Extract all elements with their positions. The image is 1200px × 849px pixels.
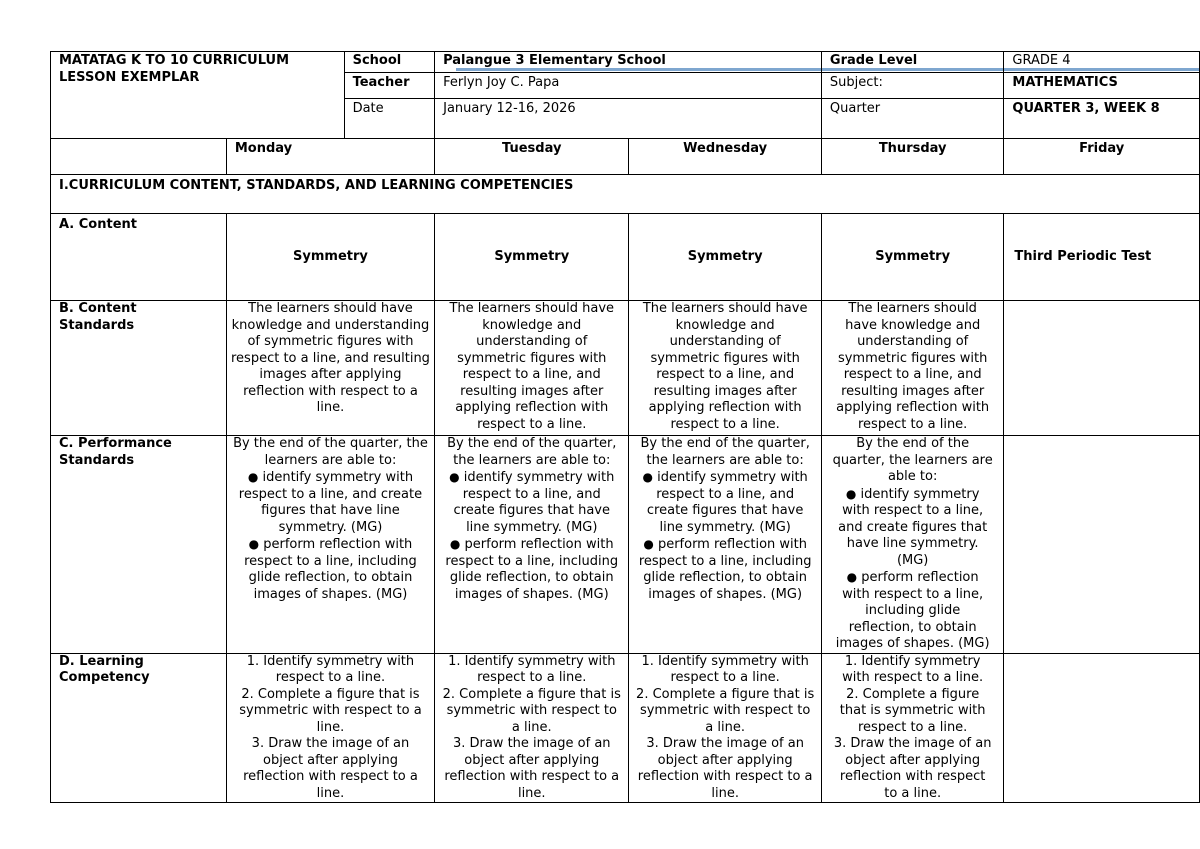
- content-monday: Symmetry: [226, 214, 434, 301]
- competency-item-3: 3. Draw the image of an object after applying reflection with respect to a line.: [243, 736, 418, 801]
- black-circle-bullet-icon: ●: [449, 470, 460, 484]
- quarter-label: Quarter: [821, 99, 1004, 139]
- competency-item-3: 3. Draw the image of an object after applying reflection with respect to a line.: [637, 736, 813, 801]
- subject-label: Subject:: [821, 73, 1004, 99]
- content-standards-friday: [1004, 301, 1200, 436]
- content-standards-monday: The learners should have knowledge and understanding of symmetric figures with respect to a line, and resulting images after applying reflection with respect to a line.: [226, 301, 434, 436]
- performance-standards-label-line-2: Standards: [59, 452, 135, 468]
- content-standards-thursday: The learners should have knowledge and understanding of symmetric figures with respect to a line, and resulting images after applying reflection with respect to a line.: [821, 301, 1004, 436]
- learning-competency-label-line-2: Competency: [59, 670, 150, 685]
- doc-title-line-2: LESSON EXEMPLAR: [59, 69, 200, 85]
- performance-standards-label: [51, 436, 227, 654]
- content-standards-label-line-1: B. Content: [59, 301, 137, 316]
- learning-competency-thursday: [821, 653, 1004, 803]
- competency-item-3: 3. Draw the image of an object after applying reflection with respect to a line.: [444, 736, 620, 801]
- learning-competency-tuesday: [435, 653, 629, 803]
- content-wednesday: Symmetry: [629, 214, 822, 301]
- learning-competency-label-line-1: D. Learning: [59, 653, 144, 669]
- competency-item-1: 1. Identify symmetry with respect to a line.: [641, 653, 809, 685]
- doc-title-line-1: MATATAG K TO 10 CURRICULUM: [59, 53, 290, 68]
- competency-item-2: 2. Complete a figure that is symmetric with respect to a line.: [636, 686, 815, 735]
- competency-item-1: 1. Identify symmetry with respect to a line.: [246, 653, 415, 685]
- performance-bullet-2-text: perform reflection with respect to a line, including glide reflection, to obtain images of shapes. (MG): [445, 537, 619, 602]
- content-thursday: Symmetry: [821, 214, 1004, 301]
- performance-standards-label-line-1: C. Performance: [59, 436, 172, 451]
- day-header-blank: [51, 139, 227, 175]
- date-label: Date: [344, 99, 435, 139]
- section-1-title: I.CURRICULUM CONTENT, STANDARDS, AND LEARNING COMPETENCIES: [51, 175, 1200, 214]
- black-circle-bullet-icon: ●: [845, 486, 857, 501]
- date-value: January 12-16, 2026: [435, 99, 822, 139]
- teacher-value: Ferlyn Joy C. Papa: [435, 73, 822, 99]
- competency-item-3: 3. Draw the image of an object after applying reflection with respect to a line.: [833, 736, 992, 801]
- performance-bullet-2-text: perform reflection with respect to a line, including glide reflection, to obtain images of shapes. (MG): [244, 537, 417, 602]
- performance-standards-wednesday: [629, 436, 822, 654]
- black-circle-bullet-icon: ●: [643, 537, 654, 551]
- black-circle-bullet-icon: ●: [248, 537, 260, 551]
- performance-bullet-1-text: identify symmetry with respect to a line, and create figures that have line symmetry. (MG): [453, 470, 615, 535]
- performance-standards-monday: [226, 436, 434, 654]
- performance-bullet-1: [441, 469, 622, 536]
- school-value: Palangue 3 Elementary School: [435, 52, 822, 73]
- black-circle-bullet-icon: ●: [846, 570, 858, 584]
- school-label: School: [344, 52, 435, 73]
- performance-bullet-1: [635, 469, 815, 536]
- learning-competency-monday: [226, 653, 434, 803]
- day-header-thursday: Thursday: [821, 139, 1004, 175]
- content-standards-label: [51, 301, 227, 436]
- performance-intro: By the end of the quarter, the learners are able to:: [832, 436, 993, 484]
- grade-level-label: Grade Level: [821, 52, 1004, 73]
- content-standards-wednesday: The learners should have knowledge and understanding of symmetric figures with respect to a line, and resulting images after applying reflection with respect to a line.: [629, 301, 822, 436]
- performance-intro: By the end of the quarter, the learners are able to:: [447, 436, 617, 468]
- day-header-friday: Friday: [1004, 139, 1200, 175]
- competency-item-1: 1. Identify symmetry with respect to a line.: [842, 653, 984, 685]
- performance-bullet-2: [635, 536, 815, 603]
- content-standards-tuesday: The learners should have knowledge and understanding of symmetric figures with respect to a line, and resulting images after applying reflection with respect to a line.: [435, 301, 629, 436]
- performance-intro: By the end of the quarter, the learners are able to:: [233, 436, 428, 468]
- performance-standards-friday: [1004, 436, 1200, 654]
- subject-value: MATHEMATICS: [1004, 73, 1200, 99]
- learning-competency-label: [51, 653, 227, 803]
- content-label: A. Content: [51, 214, 227, 301]
- performance-standards-thursday: [821, 436, 1004, 654]
- doc-title-cell: [51, 52, 345, 139]
- grade-level-value: GRADE 4: [1004, 52, 1200, 73]
- day-header-monday: Monday: [226, 139, 434, 175]
- competency-item-2: 2. Complete a figure that is symmetric with respect to a line.: [839, 686, 986, 735]
- black-circle-bullet-icon: ●: [642, 470, 654, 484]
- performance-bullet-1-text: identify symmetry with respect to a line, and create figures that have line symmetry. (MG): [238, 470, 423, 535]
- performance-bullet-1: [231, 469, 430, 536]
- black-circle-bullet-icon: ●: [247, 470, 259, 484]
- performance-bullet-2: [441, 536, 622, 603]
- performance-intro: By the end of the quarter, the learners are able to:: [640, 436, 810, 468]
- lesson-exemplar-table: [50, 51, 1200, 803]
- black-circle-bullet-icon: ●: [449, 537, 461, 551]
- performance-bullet-1-text: identify symmetry with respect to a line, and create figures that have line symmetry. (MG): [646, 470, 808, 535]
- day-header-wednesday: Wednesday: [629, 139, 822, 175]
- learning-competency-friday: [1004, 653, 1200, 803]
- day-header-tuesday: Tuesday: [435, 139, 629, 175]
- performance-bullet-2-text: perform reflection with respect to a line, including glide reflection, to obtain images of shapes. (MG): [638, 537, 812, 602]
- teacher-label: Teacher: [344, 73, 435, 99]
- competency-item-2: 2. Complete a figure that is symmetric with respect to a line.: [239, 686, 422, 735]
- performance-bullet-1: [832, 486, 994, 570]
- quarter-value: QUARTER 3, WEEK 8: [1004, 99, 1200, 139]
- performance-bullet-1-text: identify symmetry with respect to a line, and create figures that have line symmetry. (MG): [838, 486, 988, 568]
- competency-item-1: 1. Identify symmetry with respect to a line.: [448, 653, 616, 685]
- content-standards-label-line-2: Standards: [59, 317, 135, 333]
- learning-competency-wednesday: [629, 653, 822, 803]
- content-friday: Third Periodic Test: [1004, 214, 1200, 301]
- performance-standards-tuesday: [435, 436, 629, 654]
- performance-bullet-2-text: perform reflection with respect to a line, including glide reflection, to obtain images of shapes. (MG): [835, 570, 990, 651]
- competency-item-2: 2. Complete a figure that is symmetric with respect to a line.: [442, 686, 621, 735]
- performance-bullet-2: [832, 569, 994, 653]
- content-tuesday: Symmetry: [435, 214, 629, 301]
- performance-bullet-2: [231, 536, 430, 603]
